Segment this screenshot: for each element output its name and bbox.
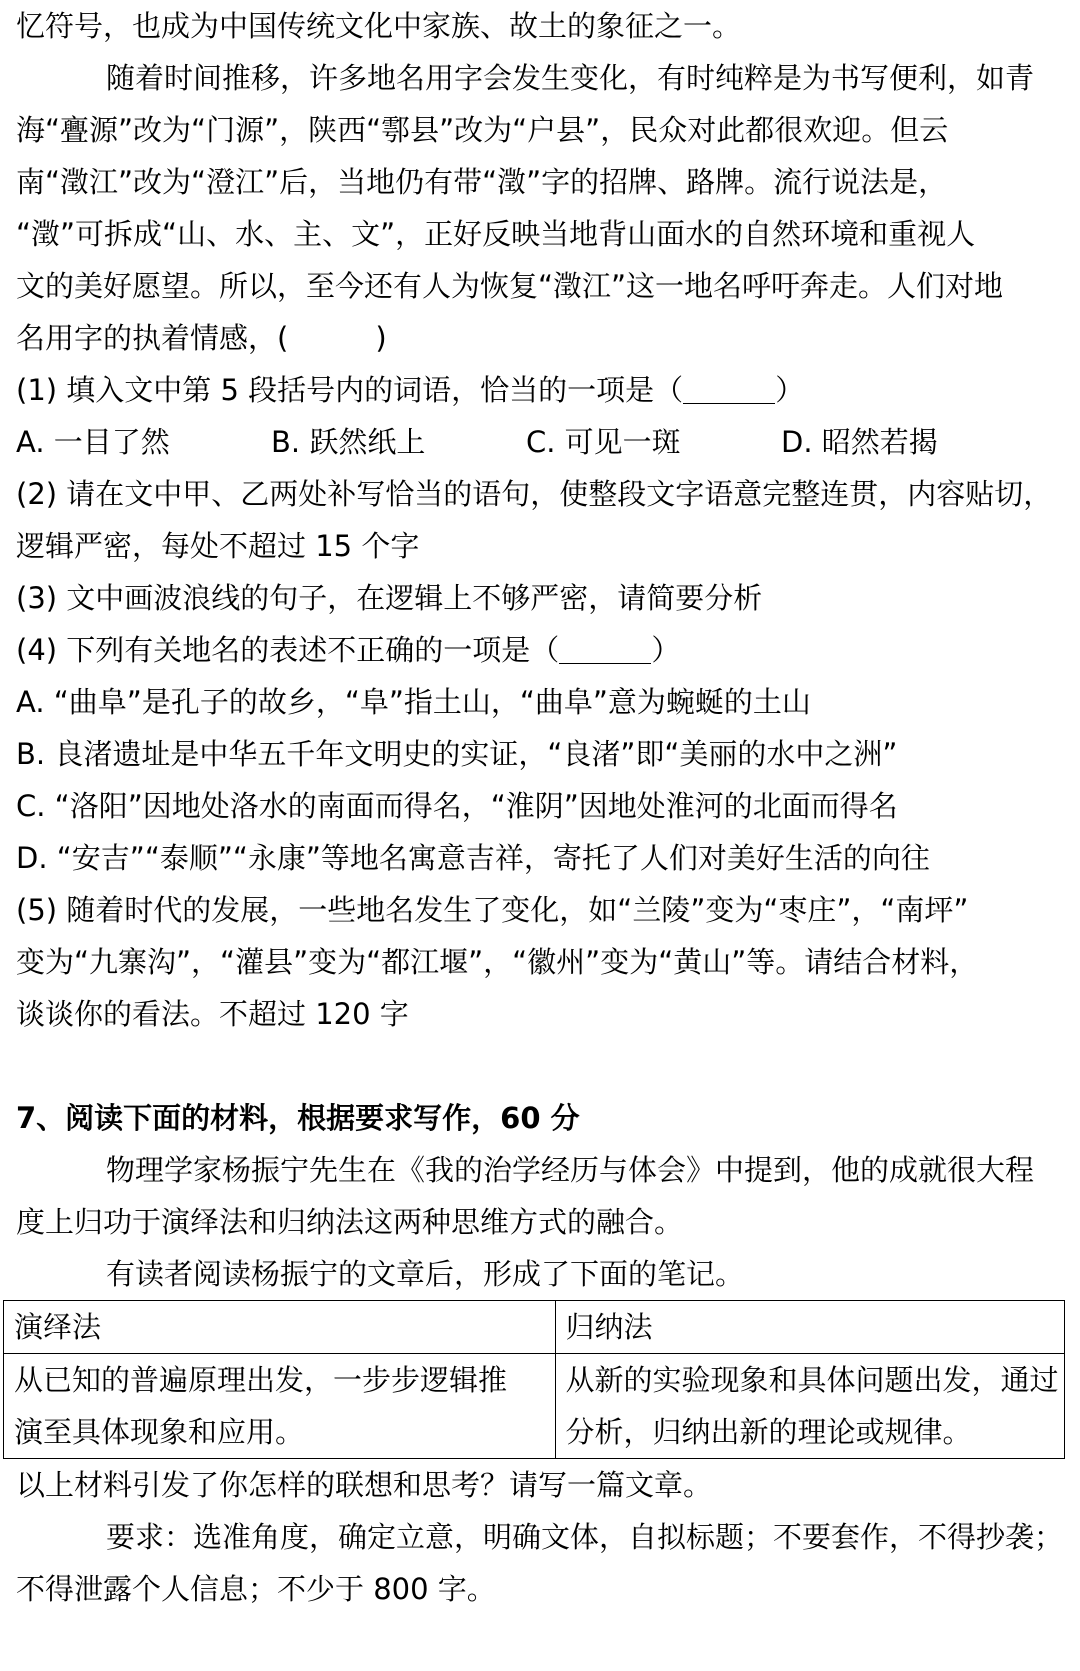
- requirement-line: 不得泄露个人信息；不少于 800 字。: [16, 1572, 496, 1606]
- option-a: A. 一目了然: [16, 425, 170, 459]
- question-3: (3) 文中画波浪线的句子，在逻辑上不够严密，请简要分析: [16, 581, 763, 615]
- question-1-text: (1) 填入文中第 5 段括号内的词语，恰当的一项是（: [16, 373, 684, 407]
- table-cell: [4, 1354, 556, 1459]
- option-b: B. 良渚遗址是中华五千年文明史的实证，“良渚”即“美丽的水中之洲”: [16, 737, 898, 771]
- material-line: 有读者阅读杨振宁的文章后，形成了下面的笔记。: [106, 1257, 745, 1291]
- option-b: B. 跃然纸上: [271, 425, 426, 459]
- passage-line: 海“亹源”改为“门源”，陕西“鄠县”改为“户县”，民众对此都很欢迎。但云: [16, 113, 949, 147]
- option-a: A. “曲阜”是孔子的故乡，“阜”指土山，“曲阜”意为蜿蜒的土山: [16, 685, 811, 719]
- table-header-cell: 归纳法: [555, 1301, 1065, 1354]
- passage-line: 南“澂江”改为“澄江”后，当地仍有带“澂”字的招牌、路牌。流行说法是，: [16, 165, 948, 199]
- question-2-cont: 逻辑严密，每处不超过 15 个字: [16, 529, 420, 563]
- answer-blank[interactable]: [683, 373, 775, 404]
- option-d: D. “安吉”“泰顺”“永康”等地名寓意吉祥，寄托了人们对美好生活的向往: [16, 841, 930, 875]
- section-heading: 7、阅读下面的材料，根据要求写作，60 分: [16, 1101, 580, 1135]
- answer-blank[interactable]: [559, 633, 651, 664]
- question-5: (5) 随着时代的发展，一些地名发生了变化，如“兰陵”变为“枣庄”，“南坪”: [16, 893, 969, 927]
- question-4-text: (4) 下列有关地名的表述不正确的一项是（: [16, 633, 560, 667]
- cell-line: 演至具体现象和应用。: [14, 1415, 305, 1449]
- question-1-close: ）: [775, 373, 805, 407]
- cell-line: 从新的实验现象和具体问题出发，通过: [565, 1363, 1059, 1397]
- spacer: [16, 1040, 1064, 1092]
- notes-table: [3, 1300, 1065, 1459]
- table-header-cell: 演绎法: [4, 1301, 556, 1354]
- requirement-line: 要求：选准角度，确定立意，明确文体，自拟标题；不要套作，不得抄袭；: [106, 1520, 1064, 1554]
- question-4: [16, 624, 1064, 676]
- material-line: 度上归功于演绎法和归纳法这两种思维方式的融合。: [16, 1205, 684, 1239]
- option-c: C. “洛阳”因地处洛水的南面而得名，“淮阴”因地处淮河的北面而得名: [16, 789, 898, 823]
- cell-line: 从已知的普遍原理出发，一步步逻辑推: [14, 1363, 508, 1397]
- question-1: [16, 364, 1064, 416]
- table-row: [4, 1354, 1065, 1459]
- passage-line: 名用字的执着情感，( ): [16, 321, 387, 355]
- passage-line: 随着时间推移，许多地名用字会发生变化，有时纯粹是为书写便利，如青: [106, 61, 1035, 95]
- question-4-close: ）: [651, 633, 681, 667]
- question-2: (2) 请在文中甲、乙两处补写恰当的语句，使整段文字语意完整连贯，内容贴切，: [16, 477, 1053, 511]
- option-c: C. 可见一斑: [526, 425, 681, 459]
- passage-line: 文的美好愿望。所以，至今还有人为恢复“澂江”这一地名呼吁奔走。人们对地: [16, 269, 1004, 303]
- table-row: [4, 1301, 1065, 1354]
- prompt-line: 以上材料引发了你怎样的联想和思考？请写一篇文章。: [16, 1468, 713, 1502]
- passage-line: 忆符号，也成为中国传统文化中家族、故土的象征之一。: [16, 9, 742, 43]
- question-1-options: [16, 416, 1064, 468]
- material-line: 物理学家杨振宁先生在《我的治学经历与体会》中提到，他的成就很大程: [106, 1153, 1035, 1187]
- option-d: D. 昭然若揭: [781, 425, 938, 459]
- passage-line: “澂”可拆成“山、水、主、文”，正好反映当地背山面水的自然环境和重视人: [16, 217, 976, 251]
- table-cell: [555, 1354, 1065, 1459]
- question-5-cont: 变为“九寨沟”，“灌县”变为“都江堰”，“徽州”变为“黄山”等。请结合材料，: [16, 945, 979, 979]
- cell-line: 分析，归纳出新的理论或规律。: [565, 1415, 972, 1449]
- question-5-cont: 谈谈你的看法。不超过 120 字: [16, 997, 409, 1031]
